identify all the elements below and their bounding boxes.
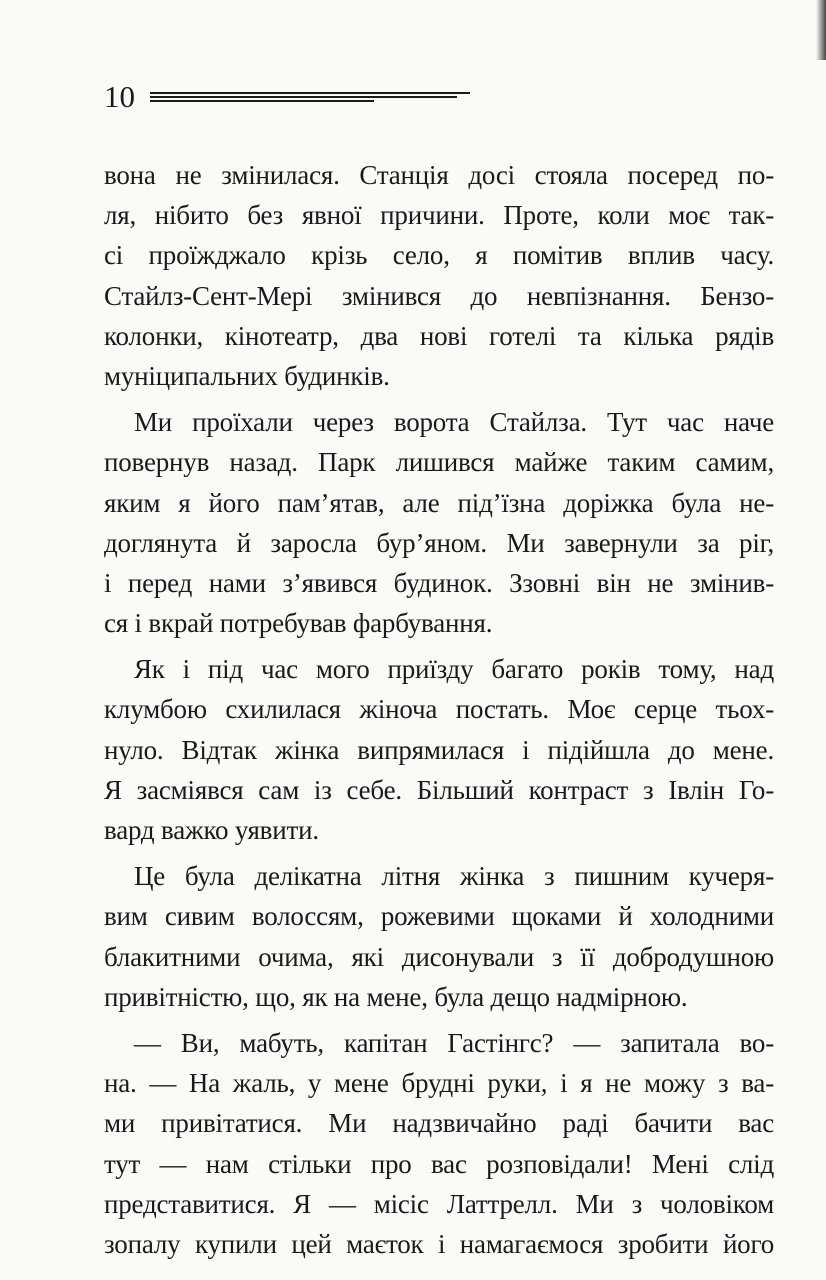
- text-line: Ми проїхали через ворота Стайлза. Тут час наче: [134, 407, 774, 438]
- paragraph: [104, 856, 774, 1017]
- page-edge: [816, 0, 826, 60]
- text-line: вард важко уявити.: [104, 815, 319, 845]
- text-line: представитися. Я — місіс Латтрелл. Ми з чоловіком: [104, 1188, 774, 1219]
- text-line: тут — нам стільки про вас розповідали! Мені слід: [104, 1148, 774, 1179]
- paragraph: [104, 649, 774, 850]
- text-line: клумбою схилилася жіноча постать. Моє серце тьох-: [104, 694, 774, 725]
- text-line: нуло. Відтак жінка випрямилася і підійшла до мене.: [104, 734, 774, 765]
- text-line: ся і вкрай потребував фарбування.: [104, 608, 493, 639]
- text-line: зопалу купили цей маєток і намагаємося зробити його: [104, 1228, 774, 1259]
- text-line: на. — На жаль, у мене брудні руки, і я не можу з ва-: [104, 1068, 774, 1099]
- paragraph: [104, 1023, 774, 1264]
- header-rule-line: [150, 96, 457, 98]
- text-line: і перед нами з’явився будинок. Ззовні він не змінив-: [104, 567, 774, 598]
- paragraph: [104, 402, 774, 643]
- text-line: блакитними очима, які дисонували з її добродушною: [104, 941, 774, 972]
- text-line: — Ви, мабуть, капітан Гастінгс? — запитала во-: [134, 1027, 774, 1058]
- header-rule-line: [150, 92, 470, 94]
- text-line: ля, нібито без явної причини. Проте, коли моє так-: [104, 200, 774, 231]
- text-line: Я засміявся сам із себе. Більший контраст з Івлін Го-: [104, 774, 774, 805]
- page-number: 10: [104, 79, 135, 114]
- text-line: сі проїжджало крізь село, я помітив вплив часу.: [104, 240, 774, 271]
- text-line: повернув назад. Парк лишився майже таким самим,: [104, 447, 774, 478]
- text-line: Це була делікатна літня жінка з пишним кучеря-: [134, 861, 774, 892]
- header-rule: [150, 92, 470, 104]
- body-text: [104, 155, 774, 1264]
- text-line: ми привітатися. Ми надзвичайно раді бачити вас: [104, 1108, 774, 1139]
- text-line: Стайлз-Сент-Мері змінився до невпізнання. Бензо-: [104, 280, 774, 311]
- text-line: колонки, кінотеатр, два нові готелі та кілька рядів: [104, 320, 774, 351]
- text-line: доглянута й заросла бур’яном. Ми завернули за ріг,: [104, 527, 774, 558]
- text-line: яким я його пам’ятав, але під’їзна доріжка була не-: [104, 487, 774, 518]
- header-rule-line: [150, 100, 374, 102]
- text-line: вим сивим волоссям, рожевими щоками й холодними: [104, 901, 774, 932]
- text-line: вона не змінилася. Станція досі стояла посеред по-: [104, 160, 774, 190]
- text-line: муніципальних будинків.: [104, 360, 390, 391]
- paragraph: [104, 155, 774, 396]
- text-line: Як і під час мого приїзду багато років тому, над: [134, 654, 774, 685]
- running-header: [104, 79, 135, 114]
- text-line: привітністю, що, як на мене, була дещо надмірною.: [104, 981, 688, 1012]
